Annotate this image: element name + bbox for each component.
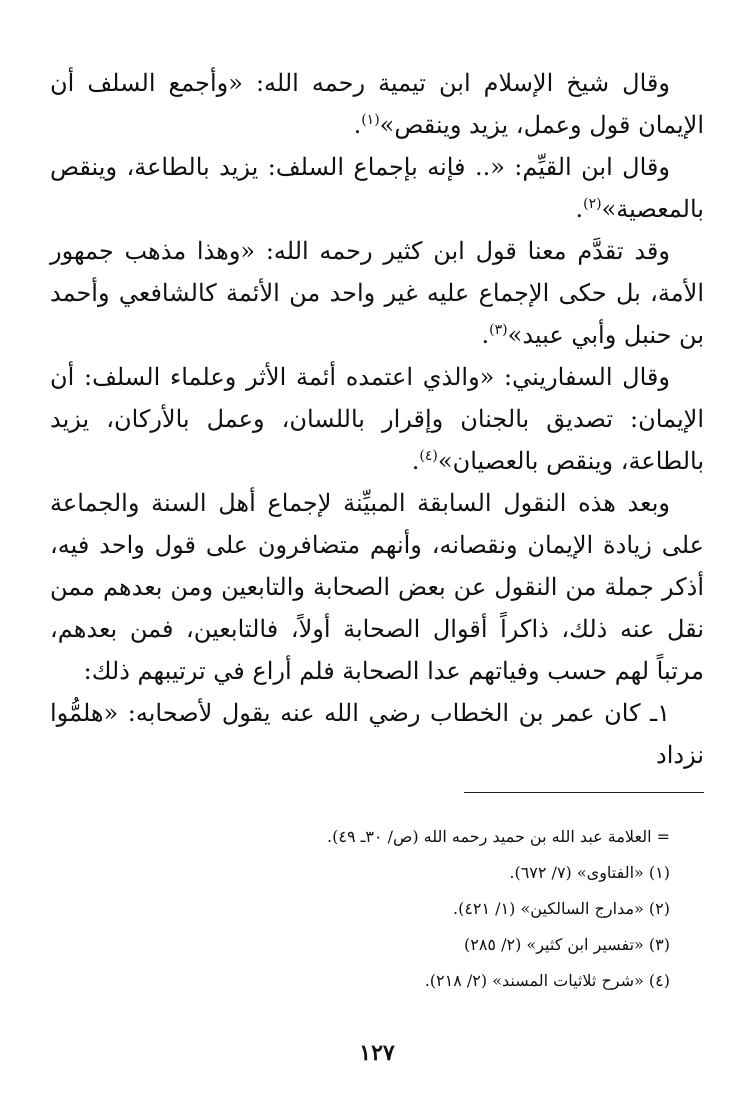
paragraph-text: وبعد هذه النقول السابقة المبيِّنة لإجماع أهل السنة والجماعة على زيادة الإيمان ونقصانه، وأنهم متضافرون على قول واحد فيه، أذكر جملة من النقول عن بعض الصحابة والتابعين ومن بعدهم ممن نقل عنه ذلك، ذاكراً أقوال الصحابة أولاً، فالتابعين، فمن بعدهم، مرتباً لهم حسب وفياتهم عدا الصحابة فلم أراع في ترتيبهم ذلك: <box>50 489 704 685</box>
paragraph-ibn-kathir <box>50 230 704 356</box>
footnote-ref: (٤) <box>419 448 438 464</box>
footnotes <box>50 819 704 999</box>
paragraph-text: ١ـ كان عمر بن الخطاب رضي الله عنه يقول لأصحابه: «هلمُّوا نزداد <box>50 699 704 769</box>
footnote-ref: (٣) <box>489 322 508 338</box>
page-number: ١٢٧ <box>359 1040 395 1066</box>
paragraph-text: وقال ابن القيِّم: «.. فإنه بإجماع السلف: يزيد بالطاعة، وينقص بالمعصية» <box>50 153 704 223</box>
paragraph-end: . <box>575 195 584 223</box>
footnote-1: (١) «الفتاوى» (٧/ ٦٧٢). <box>509 863 670 882</box>
paragraph-end: . <box>353 111 362 139</box>
footnote-continuation: = العلامة عبد الله بن حميد رحمه الله (ص/ ٣٠ـ ٤٩). <box>327 827 670 846</box>
footnote-divider <box>464 792 704 793</box>
footnote-ref: (١) <box>361 112 380 128</box>
paragraph-summary <box>50 482 704 692</box>
main-text <box>50 62 704 776</box>
footnote-4: (٤) «شرح ثلاثيات المسند» (٢/ ٢١٨). <box>424 971 670 990</box>
paragraph-end: . <box>481 321 490 349</box>
paragraph-text: وقال السفاريني: «والذي اعتمده أئمة الأثر وعلماء السلف: أن الإيمان: تصديق بالجنان وإقرار باللسان، وعمل بالأركان، يزيد بالطاعة، وينقص بالعصيان» <box>50 363 704 475</box>
paragraph-ibn-taymiyyah <box>50 62 704 146</box>
footnote-ref: (٢) <box>583 196 602 212</box>
book-page <box>50 62 704 999</box>
paragraph-al-saffarini <box>50 356 704 482</box>
paragraph-text: وقال شيخ الإسلام ابن تيمية رحمه الله: «وأجمع السلف أن الإيمان قول وعمل، يزيد وينقص» <box>50 69 704 139</box>
footnote-3: (٣) «تفسير ابن كثير» (٢/ ٢٨٥) <box>463 935 670 954</box>
paragraph-ibn-al-qayyim <box>50 146 704 230</box>
paragraph-umar <box>50 692 704 776</box>
paragraph-end: . <box>411 447 420 475</box>
paragraph-text: وقد تقدَّم معنا قول ابن كثير رحمه الله: «وهذا مذهب جمهور الأمة، بل حكى الإجماع عليه غير واحد من الأئمة كالشافعي وأحمد بن حنبل وأبي عبيد» <box>50 237 704 349</box>
footnote-2: (٢) «مدارج السالكين» (١/ ٤٢١). <box>452 899 670 918</box>
